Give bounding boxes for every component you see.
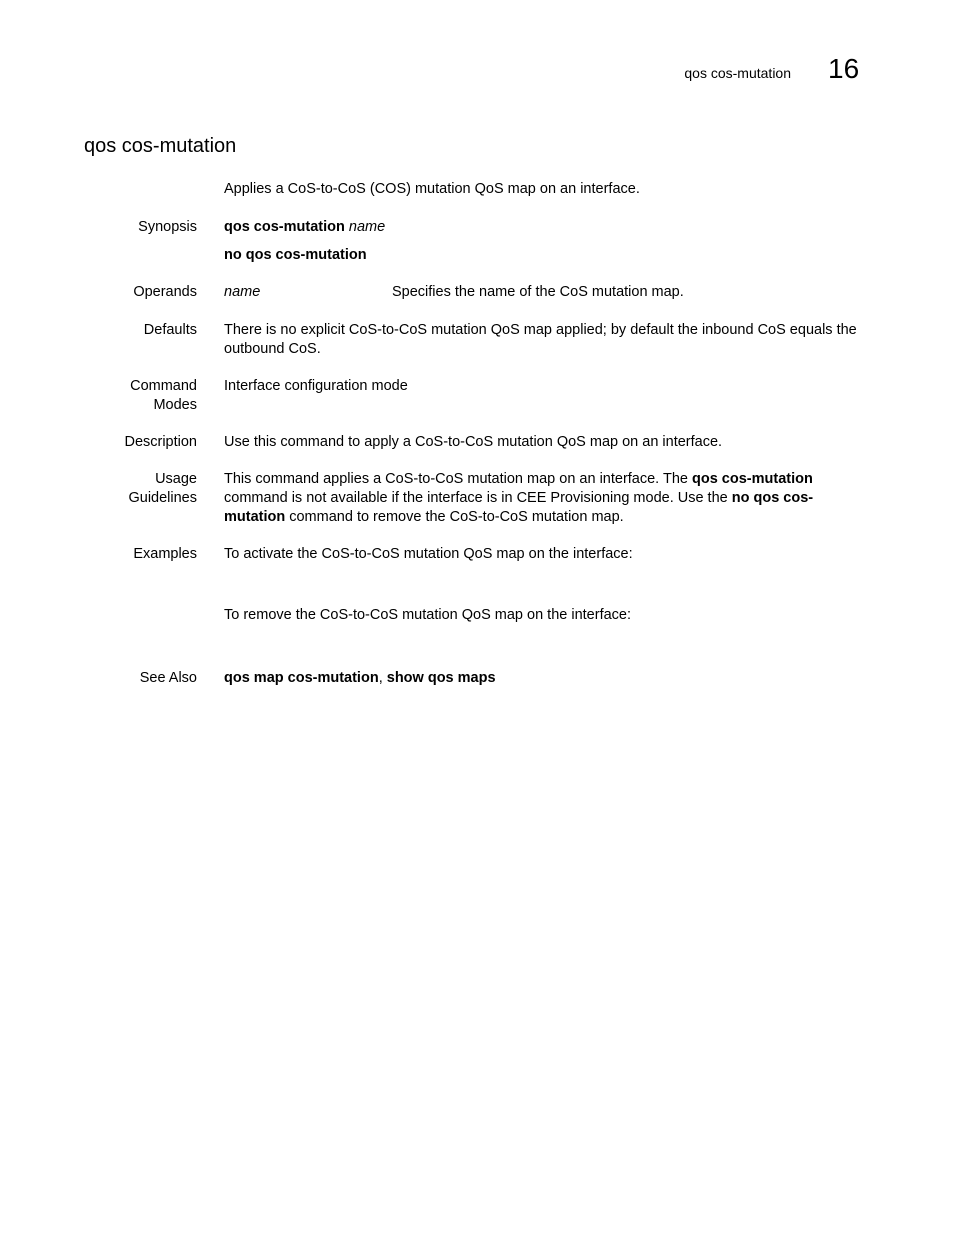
- description-label: Description: [124, 434, 197, 450]
- examples-label: Examples: [133, 546, 197, 562]
- see-also-links: [224, 669, 874, 688]
- synopsis-line-2: no qos cos-mutation: [224, 247, 367, 263]
- usage-label-line-2: Guidelines: [128, 490, 197, 506]
- command-modes-text: Interface configuration mode: [224, 378, 408, 394]
- command-modes-label: [60, 377, 197, 415]
- chapter-number: 16: [828, 53, 860, 84]
- see-also-link-qos-map-cos-mutation[interactable]: qos map cos-mutation: [224, 670, 379, 686]
- see-also-label: See Also: [139, 670, 197, 686]
- operands-label: Operands: [133, 284, 197, 300]
- command-modes-label-line-1: Command: [130, 378, 197, 394]
- command-modes-label-line-2: Modes: [153, 397, 197, 413]
- example-2-text: To remove the CoS-to-CoS mutation QoS map on the interface:: [224, 607, 632, 623]
- usage-guidelines-text: [224, 470, 872, 527]
- see-also-separator: ,: [378, 670, 387, 686]
- usage-command-2: no qos cos-mutation: [224, 490, 814, 525]
- synopsis-label: Synopsis: [138, 219, 197, 235]
- defaults-label: Defaults: [143, 322, 197, 338]
- defaults-text: There is no explicit CoS-to-CoS mutation QoS map applied; by default the inbound CoS equals the outbound CoS.: [224, 322, 857, 357]
- synopsis-command: qos cos-mutation: [224, 219, 345, 235]
- synopsis-argument: name: [348, 219, 386, 235]
- running-header-title: qos cos-mutation: [684, 65, 791, 81]
- usage-text-part-2: command is not available if the interface is in CEE Provisioning mode. Use the: [224, 490, 732, 506]
- description-text: Use this command to apply a CoS-to-CoS mutation QoS map on an interface.: [224, 434, 723, 450]
- usage-label-line-1: Usage: [155, 471, 197, 487]
- intro-text: Applies a CoS-to-CoS (COS) mutation QoS map on an interface.: [224, 181, 640, 197]
- usage-text-part-3: command to remove the CoS-to-CoS mutation map.: [285, 509, 624, 525]
- operand-name: name: [224, 284, 261, 300]
- usage-command-1: qos cos-mutation: [692, 471, 813, 487]
- operand-description: Specifies the name of the CoS mutation map.: [392, 284, 684, 300]
- synopsis-line-1: [224, 218, 874, 237]
- see-also-link-show-qos-maps[interactable]: show qos maps: [386, 670, 496, 686]
- usage-text-part-1: This command applies a CoS-to-CoS mutation map on an interface. The: [224, 471, 692, 487]
- example-1-text: To activate the CoS-to-CoS mutation QoS map on the interface:: [224, 546, 633, 562]
- page-title: qos cos-mutation: [84, 135, 237, 157]
- usage-guidelines-label: [60, 470, 197, 508]
